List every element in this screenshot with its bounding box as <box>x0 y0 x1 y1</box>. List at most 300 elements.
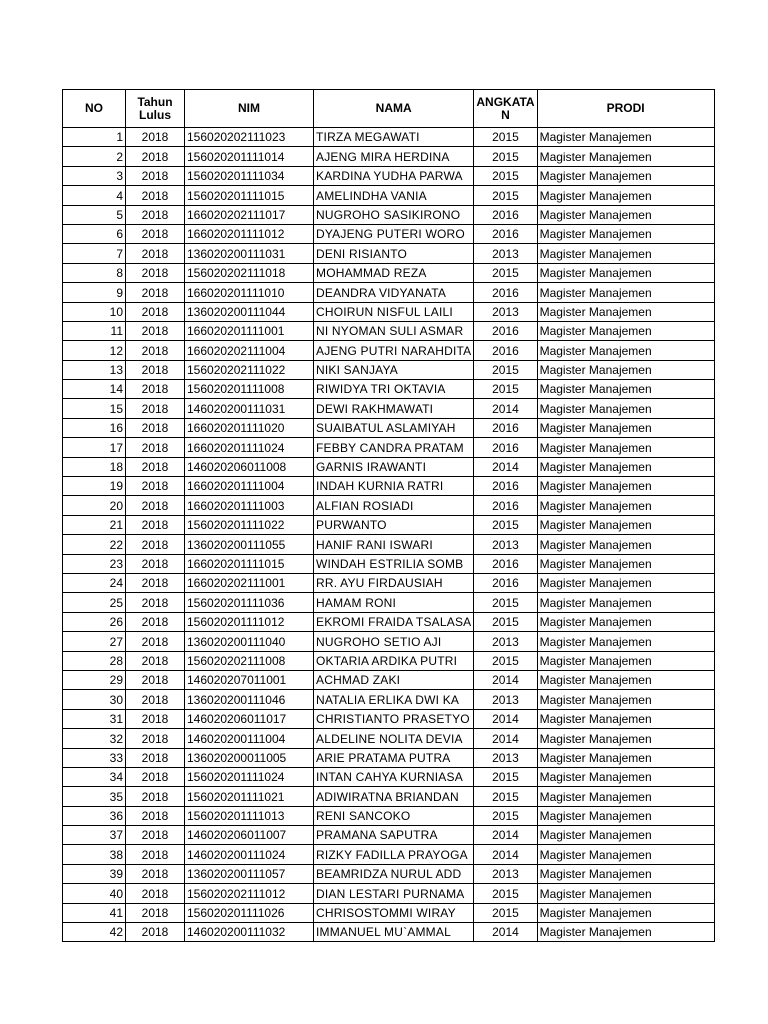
cell-tahun-lulus: 2018 <box>126 709 185 728</box>
cell-nama: CHRISTIANTO PRASETYO <box>314 709 474 728</box>
cell-angkatan: 2013 <box>474 864 537 883</box>
cell-nama: HAMAM RONI <box>314 593 474 612</box>
header-tahun-lulus-line2: Lulus <box>139 107 171 122</box>
cell-no: 38 <box>63 845 126 864</box>
cell-tahun-lulus: 2018 <box>126 186 185 205</box>
cell-angkatan: 2013 <box>474 748 537 767</box>
cell-nama: NI NYOMAN SULI ASMAR <box>314 321 474 340</box>
cell-nim: 156020201111024 <box>185 767 314 786</box>
cell-nim: 166020201111015 <box>185 554 314 573</box>
cell-nim: 166020202111017 <box>185 205 314 224</box>
cell-nim: 146020206011007 <box>185 826 314 845</box>
cell-nama: WINDAH ESTRILIA SOMB <box>314 554 474 573</box>
cell-nim: 146020206011017 <box>185 709 314 728</box>
cell-tahun-lulus: 2018 <box>126 360 185 379</box>
table-row <box>63 826 715 845</box>
cell-angkatan: 2014 <box>474 845 537 864</box>
cell-nama: NIKI SANJAYA <box>314 360 474 379</box>
cell-no: 31 <box>63 709 126 728</box>
table-row <box>63 147 715 166</box>
table-row <box>63 263 715 282</box>
cell-tahun-lulus: 2018 <box>126 457 185 476</box>
cell-nama: RIZKY FADILLA PRAYOGA <box>314 845 474 864</box>
cell-tahun-lulus: 2018 <box>126 302 185 321</box>
cell-angkatan: 2016 <box>474 283 537 302</box>
cell-tahun-lulus: 2018 <box>126 321 185 340</box>
cell-angkatan: 2013 <box>474 244 537 263</box>
table-row <box>63 418 715 437</box>
cell-tahun-lulus: 2018 <box>126 147 185 166</box>
cell-tahun-lulus: 2018 <box>126 496 185 515</box>
cell-nama: RR. AYU FIRDAUSIAH <box>314 573 474 592</box>
cell-no: 36 <box>63 806 126 825</box>
cell-no: 18 <box>63 457 126 476</box>
table-row <box>63 438 715 457</box>
cell-prodi: Magister Manajemen <box>537 360 714 379</box>
table-row <box>63 496 715 515</box>
cell-nama: EKROMI FRAIDA TSALASA <box>314 612 474 631</box>
cell-angkatan: 2016 <box>474 438 537 457</box>
cell-prodi: Magister Manajemen <box>537 283 714 302</box>
cell-no: 27 <box>63 632 126 651</box>
cell-nama: KARDINA YUDHA PARWA <box>314 166 474 185</box>
table-row <box>63 283 715 302</box>
cell-nim: 136020200111031 <box>185 244 314 263</box>
cell-angkatan: 2015 <box>474 166 537 185</box>
cell-tahun-lulus: 2018 <box>126 166 185 185</box>
table-row <box>63 380 715 399</box>
cell-tahun-lulus: 2018 <box>126 787 185 806</box>
cell-prodi: Magister Manajemen <box>537 573 714 592</box>
cell-prodi: Magister Manajemen <box>537 729 714 748</box>
cell-angkatan: 2016 <box>474 477 537 496</box>
cell-no: 29 <box>63 670 126 689</box>
cell-tahun-lulus: 2018 <box>126 884 185 903</box>
table-row <box>63 884 715 903</box>
cell-tahun-lulus: 2018 <box>126 477 185 496</box>
cell-nama: ADIWIRATNA BRIANDAN <box>314 787 474 806</box>
cell-tahun-lulus: 2018 <box>126 244 185 263</box>
cell-nama: FEBBY CANDRA PRATAM <box>314 438 474 457</box>
cell-no: 14 <box>63 380 126 399</box>
cell-no: 15 <box>63 399 126 418</box>
cell-tahun-lulus: 2018 <box>126 806 185 825</box>
cell-nama: INDAH KURNIA RATRI <box>314 477 474 496</box>
cell-tahun-lulus: 2018 <box>126 380 185 399</box>
cell-nim: 156020202111012 <box>185 884 314 903</box>
cell-angkatan: 2015 <box>474 787 537 806</box>
cell-nim: 156020202111023 <box>185 128 314 147</box>
cell-nim: 156020202111008 <box>185 651 314 670</box>
cell-nim: 156020202111022 <box>185 360 314 379</box>
cell-no: 42 <box>63 923 126 942</box>
cell-nama: AJENG MIRA HERDINA <box>314 147 474 166</box>
table-row <box>63 166 715 185</box>
cell-angkatan: 2014 <box>474 670 537 689</box>
table-row <box>63 787 715 806</box>
header-no: NO <box>63 90 126 128</box>
cell-no: 5 <box>63 205 126 224</box>
cell-no: 13 <box>63 360 126 379</box>
cell-angkatan: 2015 <box>474 612 537 631</box>
header-angkatan-line1: ANGKATA <box>476 94 535 109</box>
cell-nama: INTAN CAHYA KURNIASA <box>314 767 474 786</box>
table-row <box>63 767 715 786</box>
cell-angkatan: 2016 <box>474 205 537 224</box>
table-row <box>63 399 715 418</box>
cell-angkatan: 2014 <box>474 826 537 845</box>
cell-no: 7 <box>63 244 126 263</box>
cell-tahun-lulus: 2018 <box>126 826 185 845</box>
cell-nama: NATALIA ERLIKA DWI KA <box>314 690 474 709</box>
cell-prodi: Magister Manajemen <box>537 147 714 166</box>
cell-tahun-lulus: 2018 <box>126 224 185 243</box>
graduates-table <box>62 89 715 942</box>
cell-nim: 166020201111004 <box>185 477 314 496</box>
cell-angkatan: 2015 <box>474 651 537 670</box>
header-angkatan <box>474 90 537 128</box>
cell-prodi: Magister Manajemen <box>537 864 714 883</box>
cell-no: 3 <box>63 166 126 185</box>
header-row <box>63 90 715 128</box>
cell-prodi: Magister Manajemen <box>537 205 714 224</box>
cell-nama: ALFIAN ROSIADI <box>314 496 474 515</box>
cell-nama: ARIE PRATAMA PUTRA <box>314 748 474 767</box>
table-row <box>63 670 715 689</box>
table-row <box>63 806 715 825</box>
cell-tahun-lulus: 2018 <box>126 128 185 147</box>
cell-no: 33 <box>63 748 126 767</box>
cell-angkatan: 2016 <box>474 341 537 360</box>
cell-prodi: Magister Manajemen <box>537 128 714 147</box>
cell-prodi: Magister Manajemen <box>537 923 714 942</box>
cell-nim: 136020200111057 <box>185 864 314 883</box>
cell-prodi: Magister Manajemen <box>537 166 714 185</box>
cell-no: 9 <box>63 283 126 302</box>
cell-angkatan: 2015 <box>474 767 537 786</box>
cell-nama: RENI SANCOKO <box>314 806 474 825</box>
cell-nim: 156020201111014 <box>185 147 314 166</box>
cell-no: 2 <box>63 147 126 166</box>
cell-prodi: Magister Manajemen <box>537 477 714 496</box>
cell-no: 10 <box>63 302 126 321</box>
cell-nama: BEAMRIDZA NURUL ADD <box>314 864 474 883</box>
cell-tahun-lulus: 2018 <box>126 651 185 670</box>
cell-prodi: Magister Manajemen <box>537 651 714 670</box>
cell-tahun-lulus: 2018 <box>126 923 185 942</box>
cell-nama: AMELINDHA VANIA <box>314 186 474 205</box>
table-row <box>63 748 715 767</box>
cell-no: 6 <box>63 224 126 243</box>
cell-tahun-lulus: 2018 <box>126 593 185 612</box>
cell-nim: 166020202111001 <box>185 573 314 592</box>
cell-nim: 146020200111032 <box>185 923 314 942</box>
cell-tahun-lulus: 2018 <box>126 632 185 651</box>
table-row <box>63 845 715 864</box>
cell-nim: 136020200111055 <box>185 535 314 554</box>
table-row <box>63 321 715 340</box>
cell-prodi: Magister Manajemen <box>537 787 714 806</box>
cell-nama: AJENG PUTRI NARAHDITA <box>314 341 474 360</box>
cell-prodi: Magister Manajemen <box>537 806 714 825</box>
cell-angkatan: 2015 <box>474 380 537 399</box>
cell-nama: SUAIBATUL ASLAMIYAH <box>314 418 474 437</box>
cell-nama: PURWANTO <box>314 515 474 534</box>
table-row <box>63 554 715 573</box>
cell-no: 26 <box>63 612 126 631</box>
cell-nim: 136020200111046 <box>185 690 314 709</box>
cell-no: 32 <box>63 729 126 748</box>
cell-no: 25 <box>63 593 126 612</box>
cell-angkatan: 2015 <box>474 884 537 903</box>
cell-nim: 156020201111015 <box>185 186 314 205</box>
cell-nama: DIAN LESTARI PURNAMA <box>314 884 474 903</box>
cell-no: 20 <box>63 496 126 515</box>
cell-angkatan: 2016 <box>474 224 537 243</box>
table-row <box>63 515 715 534</box>
cell-prodi: Magister Manajemen <box>537 554 714 573</box>
cell-angkatan: 2015 <box>474 147 537 166</box>
cell-angkatan: 2016 <box>474 418 537 437</box>
cell-nim: 156020201111013 <box>185 806 314 825</box>
cell-nim: 136020200111040 <box>185 632 314 651</box>
cell-tahun-lulus: 2018 <box>126 748 185 767</box>
cell-prodi: Magister Manajemen <box>537 535 714 554</box>
cell-nim: 166020201111001 <box>185 321 314 340</box>
cell-nama: MOHAMMAD REZA <box>314 263 474 282</box>
cell-nama: GARNIS IRAWANTI <box>314 457 474 476</box>
header-prodi: PRODI <box>537 90 714 128</box>
cell-nama: IMMANUEL MU`AMMAL <box>314 923 474 942</box>
cell-prodi: Magister Manajemen <box>537 496 714 515</box>
cell-nim: 156020201111036 <box>185 593 314 612</box>
cell-angkatan: 2013 <box>474 302 537 321</box>
cell-angkatan: 2015 <box>474 263 537 282</box>
cell-tahun-lulus: 2018 <box>126 612 185 631</box>
cell-tahun-lulus: 2018 <box>126 515 185 534</box>
cell-no: 34 <box>63 767 126 786</box>
cell-prodi: Magister Manajemen <box>537 263 714 282</box>
table-row <box>63 205 715 224</box>
cell-prodi: Magister Manajemen <box>537 612 714 631</box>
cell-nim: 136020200111044 <box>185 302 314 321</box>
cell-nim: 166020201111024 <box>185 438 314 457</box>
cell-angkatan: 2015 <box>474 186 537 205</box>
cell-no: 28 <box>63 651 126 670</box>
table-row <box>63 864 715 883</box>
cell-tahun-lulus: 2018 <box>126 690 185 709</box>
cell-prodi: Magister Manajemen <box>537 418 714 437</box>
cell-prodi: Magister Manajemen <box>537 457 714 476</box>
table-row <box>63 690 715 709</box>
table-row <box>63 709 715 728</box>
cell-prodi: Magister Manajemen <box>537 826 714 845</box>
cell-tahun-lulus: 2018 <box>126 845 185 864</box>
cell-angkatan: 2014 <box>474 457 537 476</box>
cell-no: 24 <box>63 573 126 592</box>
table-row <box>63 923 715 942</box>
cell-nim: 166020201111003 <box>185 496 314 515</box>
table-row <box>63 535 715 554</box>
cell-no: 21 <box>63 515 126 534</box>
cell-angkatan: 2013 <box>474 632 537 651</box>
cell-angkatan: 2014 <box>474 709 537 728</box>
cell-tahun-lulus: 2018 <box>126 438 185 457</box>
cell-prodi: Magister Manajemen <box>537 748 714 767</box>
cell-no: 11 <box>63 321 126 340</box>
cell-nim: 146020200111004 <box>185 729 314 748</box>
cell-nim: 146020206011008 <box>185 457 314 476</box>
cell-prodi: Magister Manajemen <box>537 380 714 399</box>
cell-prodi: Magister Manajemen <box>537 845 714 864</box>
cell-nama: HANIF RANI ISWARI <box>314 535 474 554</box>
cell-nama: RIWIDYA TRI OKTAVIA <box>314 380 474 399</box>
cell-no: 4 <box>63 186 126 205</box>
cell-nim: 156020201111012 <box>185 612 314 631</box>
cell-prodi: Magister Manajemen <box>537 186 714 205</box>
cell-prodi: Magister Manajemen <box>537 224 714 243</box>
table-row <box>63 903 715 922</box>
table-row <box>63 651 715 670</box>
cell-tahun-lulus: 2018 <box>126 767 185 786</box>
cell-nama: ALDELINE NOLITA DEVIA <box>314 729 474 748</box>
header-tahun-lulus-line1: Tahun <box>137 94 173 109</box>
cell-nama: DEWI RAKHMAWATI <box>314 399 474 418</box>
table-row <box>63 360 715 379</box>
cell-nim: 166020201111012 <box>185 224 314 243</box>
table-row <box>63 573 715 592</box>
cell-no: 39 <box>63 864 126 883</box>
cell-prodi: Magister Manajemen <box>537 593 714 612</box>
cell-tahun-lulus: 2018 <box>126 554 185 573</box>
cell-prodi: Magister Manajemen <box>537 632 714 651</box>
cell-prodi: Magister Manajemen <box>537 399 714 418</box>
cell-angkatan: 2016 <box>474 554 537 573</box>
cell-angkatan: 2014 <box>474 399 537 418</box>
cell-no: 17 <box>63 438 126 457</box>
cell-prodi: Magister Manajemen <box>537 244 714 263</box>
cell-angkatan: 2013 <box>474 535 537 554</box>
cell-tahun-lulus: 2018 <box>126 205 185 224</box>
cell-prodi: Magister Manajemen <box>537 767 714 786</box>
cell-angkatan: 2015 <box>474 806 537 825</box>
table-row <box>63 477 715 496</box>
cell-no: 35 <box>63 787 126 806</box>
cell-angkatan: 2015 <box>474 903 537 922</box>
cell-angkatan: 2016 <box>474 496 537 515</box>
cell-nim: 146020207011001 <box>185 670 314 689</box>
cell-prodi: Magister Manajemen <box>537 884 714 903</box>
cell-nim: 156020201111008 <box>185 380 314 399</box>
cell-no: 19 <box>63 477 126 496</box>
cell-angkatan: 2015 <box>474 128 537 147</box>
cell-no: 22 <box>63 535 126 554</box>
cell-nim: 156020201111021 <box>185 787 314 806</box>
cell-prodi: Magister Manajemen <box>537 690 714 709</box>
cell-tahun-lulus: 2018 <box>126 263 185 282</box>
table-row <box>63 612 715 631</box>
cell-tahun-lulus: 2018 <box>126 670 185 689</box>
cell-nama: TIRZA MEGAWATI <box>314 128 474 147</box>
cell-nama: DEANDRA VIDYANATA <box>314 283 474 302</box>
cell-angkatan: 2016 <box>474 321 537 340</box>
cell-nim: 156020201111022 <box>185 515 314 534</box>
cell-nama: CHOIRUN NISFUL LAILI <box>314 302 474 321</box>
cell-tahun-lulus: 2018 <box>126 903 185 922</box>
cell-nim: 156020202111018 <box>185 263 314 282</box>
cell-tahun-lulus: 2018 <box>126 729 185 748</box>
cell-angkatan: 2016 <box>474 573 537 592</box>
cell-tahun-lulus: 2018 <box>126 341 185 360</box>
cell-no: 40 <box>63 884 126 903</box>
cell-tahun-lulus: 2018 <box>126 399 185 418</box>
table-row <box>63 632 715 651</box>
cell-nim: 146020200111031 <box>185 399 314 418</box>
header-tahun-lulus <box>126 90 185 128</box>
cell-nama: NUGROHO SETIO AJI <box>314 632 474 651</box>
header-nim: NIM <box>185 90 314 128</box>
cell-nama: PRAMANA SAPUTRA <box>314 826 474 845</box>
cell-nama: NUGROHO SASIKIRONO <box>314 205 474 224</box>
cell-tahun-lulus: 2018 <box>126 418 185 437</box>
cell-prodi: Magister Manajemen <box>537 515 714 534</box>
cell-prodi: Magister Manajemen <box>537 903 714 922</box>
cell-angkatan: 2015 <box>474 593 537 612</box>
cell-nama: DENI RISIANTO <box>314 244 474 263</box>
cell-angkatan: 2013 <box>474 690 537 709</box>
cell-prodi: Magister Manajemen <box>537 321 714 340</box>
cell-angkatan: 2015 <box>474 360 537 379</box>
table-row <box>63 186 715 205</box>
table-row <box>63 341 715 360</box>
cell-tahun-lulus: 2018 <box>126 573 185 592</box>
cell-prodi: Magister Manajemen <box>537 709 714 728</box>
cell-nim: 156020201111026 <box>185 903 314 922</box>
cell-no: 16 <box>63 418 126 437</box>
cell-no: 23 <box>63 554 126 573</box>
table-row <box>63 302 715 321</box>
cell-prodi: Magister Manajemen <box>537 341 714 360</box>
cell-tahun-lulus: 2018 <box>126 864 185 883</box>
cell-nama: OKTARIA ARDIKA PUTRI <box>314 651 474 670</box>
cell-prodi: Magister Manajemen <box>537 302 714 321</box>
cell-no: 37 <box>63 826 126 845</box>
cell-nim: 146020200111024 <box>185 845 314 864</box>
cell-no: 1 <box>63 128 126 147</box>
table-row <box>63 244 715 263</box>
cell-nim: 166020201111010 <box>185 283 314 302</box>
cell-nama: CHRISOSTOMMI WIRAY <box>314 903 474 922</box>
cell-tahun-lulus: 2018 <box>126 535 185 554</box>
cell-no: 12 <box>63 341 126 360</box>
cell-no: 30 <box>63 690 126 709</box>
cell-nama: DYAJENG PUTERI WORO <box>314 224 474 243</box>
cell-nim: 166020201111020 <box>185 418 314 437</box>
header-angkatan-line2: N <box>501 107 510 122</box>
cell-tahun-lulus: 2018 <box>126 283 185 302</box>
cell-nim: 156020201111034 <box>185 166 314 185</box>
cell-angkatan: 2014 <box>474 729 537 748</box>
cell-angkatan: 2015 <box>474 515 537 534</box>
cell-nim: 136020200011005 <box>185 748 314 767</box>
table-row <box>63 593 715 612</box>
cell-prodi: Magister Manajemen <box>537 670 714 689</box>
table-row <box>63 457 715 476</box>
cell-nama: ACHMAD ZAKI <box>314 670 474 689</box>
table-row <box>63 729 715 748</box>
cell-nim: 166020202111004 <box>185 341 314 360</box>
table-row <box>63 128 715 147</box>
